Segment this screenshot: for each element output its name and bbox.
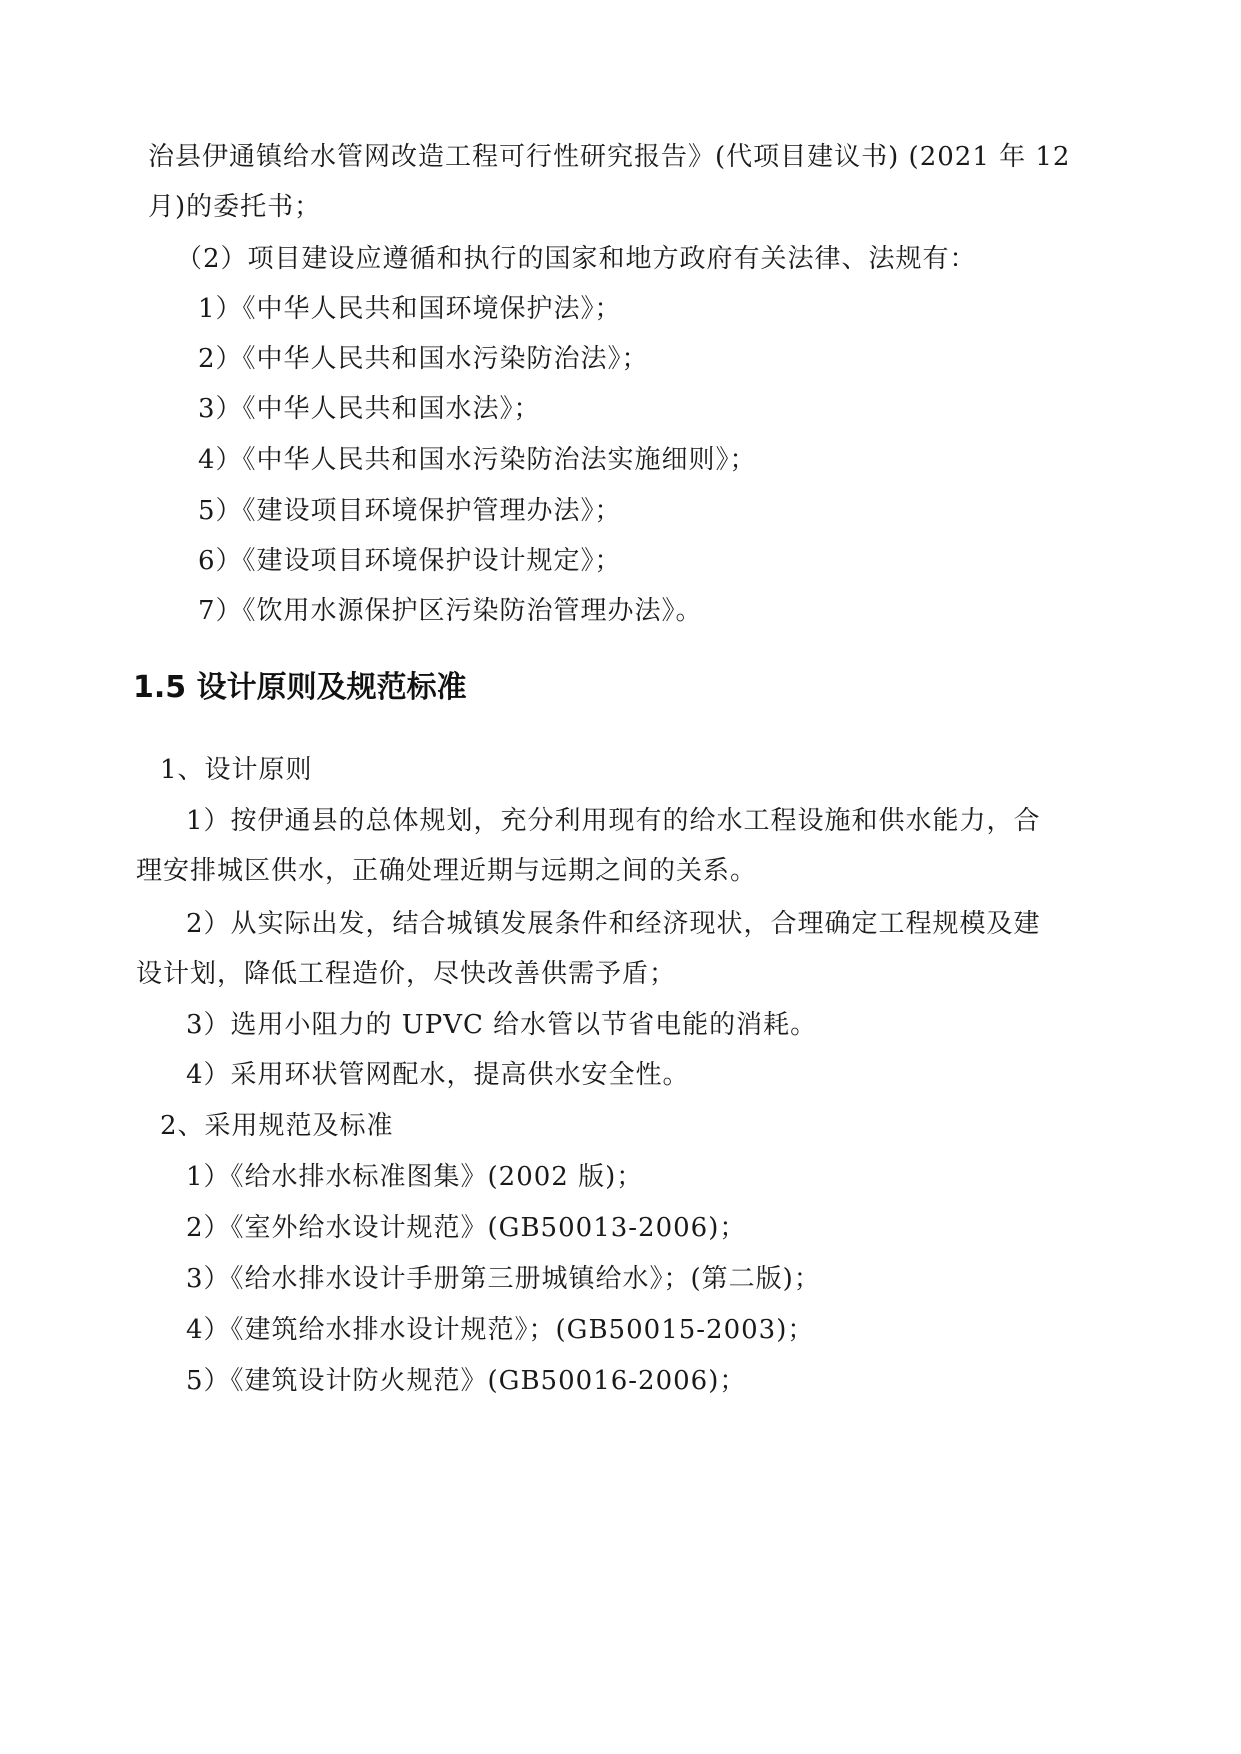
principle-1-line-2: 理安排城区供水，正确处理近期与远期之间的关系。 [136,856,758,886]
principle-2-line-2: 设计划，降低工程造价，尽快改善供需予盾； [136,959,677,989]
principle-1-line-1: 1）按伊通县的总体规划，充分利用现有的给水工程设施和供水能力，合 [186,806,1041,836]
law-item: 7）《饮用水源保护区污染防治管理办法》。 [198,596,703,626]
standards-header: 2、采用规范及标准 [160,1111,394,1141]
law-item: 3）《中华人民共和国水法》； [198,394,541,424]
law-item: 1）《中华人民共和国环境保护法》； [198,294,622,324]
intro-line-1: 治县伊通镇给水管网改造工程可行性研究报告》(代项目建议书) (2021 年 12 [148,142,1071,172]
section-heading: 1.5 设计原则及规范标准 [133,670,467,705]
law-item: 4）《中华人民共和国水污染防治法实施细则》； [198,445,757,475]
principle-3: 3）选用小阻力的 UPVC 给水管以节省电能的消耗。 [186,1010,818,1040]
principle-4: 4）采用环状管网配水，提高供水安全性。 [186,1060,690,1090]
standard-item: 3）《给水排水设计手册第三册城镇给水》；(第二版)； [186,1264,821,1294]
laws-header: （2）项目建设应遵循和执行的国家和地方政府有关法律、法规有： [176,244,977,274]
standard-item: 4）《建筑给水排水设计规范》；(GB50015-2003)； [186,1315,815,1345]
principle-2-line-1: 2）从实际出发，结合城镇发展条件和经济现状，合理确定工程规模及建 [186,909,1041,939]
intro-line-2: 月)的委托书； [148,192,322,222]
standard-item: 5）《建筑设计防火规范》(GB50016-2006)； [186,1366,747,1396]
principles-header: 1、设计原则 [160,755,313,785]
law-item: 6）《建设项目环境保护设计规定》； [198,546,622,576]
standard-item: 1）《给水排水标准图集》(2002 版)； [186,1162,644,1192]
law-item: 5）《建设项目环境保护管理办法》； [198,496,622,526]
standard-item: 2）《室外给水设计规范》(GB50013-2006)； [186,1213,747,1243]
law-item: 2）《中华人民共和国水污染防治法》； [198,344,649,374]
